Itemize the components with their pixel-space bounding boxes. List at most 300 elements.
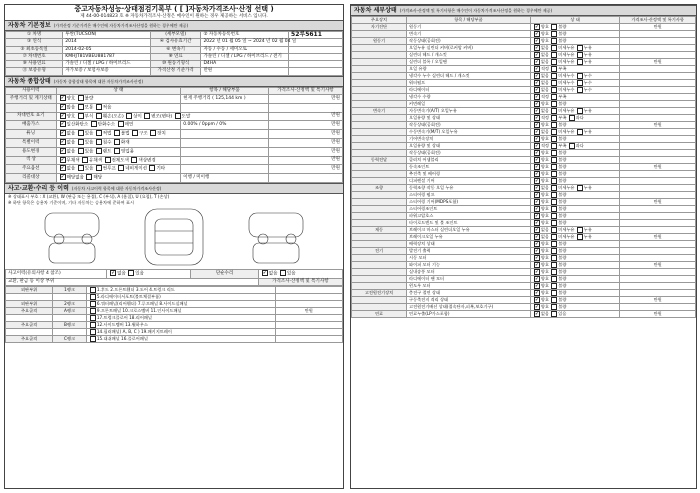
detail-price-cell (620, 51, 696, 58)
overall-state-option: 침수 (102, 140, 113, 146)
detail-state-checkbox[interactable] (551, 24, 557, 30)
detail-state-option: 불량 (558, 240, 567, 246)
detail-state-checkbox[interactable] (551, 59, 557, 65)
detail-price-cell (620, 37, 696, 44)
detail-device-label (352, 303, 407, 310)
detail-state-checkbox[interactable] (534, 220, 540, 226)
overall-state-checkbox[interactable] (60, 121, 66, 127)
detail-item-label: 작동상태(공회전) (407, 37, 531, 44)
rank-part-checkbox[interactable] (90, 315, 96, 321)
detail-state-option: 적정 (540, 93, 551, 99)
rank-part-checkbox[interactable] (90, 308, 96, 314)
overall-state-option: 불법 (120, 131, 132, 137)
detail-device-label (352, 233, 407, 240)
detail-item-label: 구동축전지 격리 상태 (407, 296, 531, 303)
detail-state-checkbox[interactable] (551, 115, 557, 121)
basic-info-value: 2022 년 01 월 05 일 ~ 2024 년 02 월 04 일 (201, 39, 289, 46)
detail-state-checkbox[interactable] (534, 290, 540, 296)
detail-state-checkbox[interactable] (577, 108, 583, 114)
detail-row (352, 191, 696, 198)
overall-state-option: 렌트 (102, 149, 113, 155)
overall-state-checkbox[interactable] (60, 130, 66, 136)
detail-state-checkbox[interactable] (551, 108, 557, 114)
overall-state-checkbox[interactable] (78, 165, 84, 171)
overall-state-checkbox[interactable] (96, 130, 102, 136)
detail-state-checkbox[interactable] (534, 59, 540, 65)
overall-state-checkbox[interactable] (78, 130, 84, 136)
rank-group-label: 주요골격 (6, 322, 53, 329)
detail-state-checkbox[interactable] (551, 129, 557, 135)
detail-price-cell (620, 135, 696, 142)
detail-state-checkbox[interactable] (551, 87, 557, 93)
detail-row (352, 247, 696, 254)
detail-state-cell (530, 156, 619, 163)
detail-state-cell (530, 275, 619, 282)
overall-state-checkbox[interactable] (91, 121, 97, 127)
overall-row (6, 174, 343, 183)
detail-row (352, 268, 696, 275)
detail-state-checkbox[interactable] (551, 171, 557, 177)
detail-state-cell (530, 303, 619, 310)
rank-label: A랭크 (53, 308, 87, 315)
detail-state-checkbox[interactable] (534, 213, 540, 219)
overall-status-title: 자동차 종합상태 (8, 77, 51, 85)
rank-label (53, 329, 87, 336)
detail-status-header (351, 5, 696, 16)
detail-row (352, 58, 696, 65)
overall-state-checkbox[interactable] (60, 95, 66, 101)
basic-info-row (6, 46, 343, 53)
detail-state-cell (530, 121, 619, 128)
detail-state-checkbox[interactable] (551, 157, 557, 163)
detail-state-checkbox[interactable] (534, 227, 540, 233)
overall-price-cell: 만원 (268, 121, 342, 130)
detail-row (352, 135, 696, 142)
detail-state-checkbox[interactable] (551, 143, 557, 149)
accident-yes-checkbox[interactable] (128, 270, 134, 276)
overall-state-option: 썬루프 (102, 166, 118, 172)
detail-state-option: 불량 (558, 149, 567, 155)
detail-price-cell (620, 128, 696, 135)
rank-label: B랭크 (53, 322, 87, 329)
detail-state-checkbox[interactable] (577, 87, 583, 93)
detail-state-checkbox[interactable] (534, 185, 540, 191)
detail-row (352, 93, 696, 100)
detail-state-checkbox[interactable] (551, 80, 557, 86)
overall-header-cell: 상 태 (56, 87, 181, 94)
detail-price-cell (620, 191, 696, 198)
detail-state-checkbox[interactable] (534, 206, 540, 212)
detail-state-checkbox[interactable] (551, 164, 557, 170)
basic-info-label: ⑤ 최초등록일 (6, 46, 63, 53)
rank-part-checkbox[interactable] (90, 329, 96, 335)
overall-state-checkbox[interactable] (126, 113, 132, 119)
detail-state-checkbox[interactable] (534, 73, 540, 79)
detail-device-label: 연료 (352, 310, 407, 317)
rank-part-checkbox[interactable] (90, 322, 96, 328)
overall-state-option: 매연 (124, 122, 134, 128)
detail-state-checkbox[interactable] (534, 136, 540, 142)
detail-state-cell (530, 37, 619, 44)
detail-state-option: 누유 (583, 184, 592, 190)
rank-part-checkbox[interactable] (90, 294, 96, 300)
overall-status-note: (자동차 종합상태 항목에 대한 자동차가격조사산정) (53, 78, 144, 84)
overall-item-label: 주요옵션 (6, 165, 57, 174)
overall-price-cell (268, 174, 342, 183)
overall-state-checkbox[interactable] (78, 139, 84, 145)
detail-state-option: 미세누수 (558, 79, 576, 85)
overall-state-checkbox[interactable] (132, 130, 138, 136)
detail-row (352, 240, 696, 247)
detail-state-checkbox[interactable] (534, 241, 540, 247)
rank-parts-cell (86, 315, 275, 322)
detail-state-checkbox[interactable] (534, 143, 540, 149)
overall-state-checkbox[interactable] (96, 104, 102, 110)
detail-state-option: 없음 (540, 86, 551, 92)
overall-state-checkbox[interactable] (78, 148, 84, 154)
detail-state-checkbox[interactable] (534, 94, 540, 100)
overall-state-checkbox[interactable] (150, 130, 156, 136)
rank-parts-text: 6.쿼터패널(리어휀더) 7.루프패널 8.사이드실패널 (96, 301, 188, 307)
detail-state-checkbox[interactable] (577, 73, 583, 79)
detail-state-checkbox[interactable] (534, 45, 540, 51)
detail-state-checkbox[interactable] (534, 115, 540, 121)
detail-row (352, 37, 696, 44)
detail-state-checkbox[interactable] (534, 129, 540, 135)
exchange-price-header: 가격조사·산정액 및 특기사항 (258, 278, 342, 285)
detail-state-option: 과다 (575, 142, 584, 148)
detail-item-label: 워터펌프 (407, 79, 531, 86)
overall-state-checkbox[interactable] (78, 104, 84, 110)
overall-state-checkbox[interactable] (105, 157, 111, 163)
detail-item-label: 브레이크 마스터 실린더오일 누유 (407, 226, 531, 233)
overall-state-checkbox[interactable] (78, 95, 84, 101)
detail-price-cell: 만원 (620, 58, 696, 65)
simple-none-checkbox[interactable] (262, 270, 268, 276)
detail-state-checkbox[interactable] (551, 297, 557, 303)
detail-item-label: 실린더 헤드 / 개스킷 (407, 51, 531, 58)
detail-state-checkbox[interactable] (534, 248, 540, 254)
rank-parts-cell (86, 287, 275, 294)
detail-state-checkbox[interactable] (534, 311, 540, 317)
rank-parts-text: 14.필러패널( A, B, C ) 19.패키지트레이 (96, 329, 172, 335)
detail-state-checkbox[interactable] (534, 24, 540, 30)
detail-state-option: 양호 (540, 219, 551, 225)
detail-state-checkbox[interactable] (551, 290, 557, 296)
detail-state-checkbox[interactable] (534, 80, 540, 86)
detail-state-checkbox[interactable] (551, 311, 557, 317)
detail-state-cell (530, 58, 619, 65)
rank-group-label (6, 329, 53, 336)
overall-state-checkbox[interactable] (131, 157, 137, 163)
detail-state-checkbox[interactable] (534, 157, 540, 163)
overall-state-checkbox[interactable] (114, 139, 120, 145)
detail-state-option: 누유 (583, 51, 592, 57)
detail-state-checkbox[interactable] (534, 101, 540, 107)
overall-state-checkbox[interactable] (82, 157, 88, 163)
detail-state-option: 불량 (558, 163, 567, 169)
basic-info-label (289, 46, 343, 53)
detail-state-checkbox[interactable] (551, 262, 557, 268)
overall-state-option: 있음 (84, 131, 95, 137)
detail-state-checkbox[interactable] (534, 31, 540, 37)
detail-state-checkbox[interactable] (551, 227, 557, 233)
detail-state-checkbox[interactable] (534, 255, 540, 261)
detail-state-option: 불량 (558, 212, 567, 218)
detail-state-checkbox[interactable] (551, 31, 557, 37)
detail-state-checkbox[interactable] (551, 220, 557, 226)
detail-state-option: 불량 (558, 282, 567, 288)
rank-group-label: 외판부위 (6, 287, 53, 294)
rank-label: 2랭크 (53, 301, 87, 308)
overall-state-option: 없음 (66, 149, 77, 155)
detail-price-cell: 만원 (620, 198, 696, 205)
rank-row (6, 301, 343, 308)
detail-device-label: 자기진단 (352, 23, 407, 30)
detail-state-option: 누유 (583, 233, 592, 239)
detail-row (352, 296, 696, 303)
detail-state-checkbox[interactable] (551, 150, 557, 156)
rank-price-cell (275, 336, 342, 343)
overall-state-checkbox[interactable] (175, 113, 181, 119)
detail-state-checkbox[interactable] (577, 129, 583, 135)
detail-state-option: 양호 (540, 135, 551, 141)
detail-state-checkbox[interactable] (577, 80, 583, 86)
accident-none-checkbox[interactable] (110, 270, 116, 276)
detail-state-checkbox[interactable] (534, 199, 540, 205)
detail-state-option: 없음 (540, 72, 551, 78)
detail-state-checkbox[interactable] (534, 122, 540, 128)
detail-item-label: 클러치 어셈블리 (407, 156, 531, 163)
overall-state-checkbox[interactable] (149, 165, 155, 171)
detail-state-checkbox[interactable] (551, 52, 557, 58)
detail-device-label: 동력전달 (352, 156, 407, 163)
detail-device-label (352, 30, 407, 37)
detail-state-checkbox[interactable] (551, 178, 557, 184)
detail-status-note: (가격조사·산정액 및 특기사항은 매수인이 자동차가격조사산정을 원하는 경우에만 제공) (399, 8, 553, 13)
detail-state-checkbox[interactable] (551, 213, 557, 219)
rank-price-cell (275, 315, 342, 322)
rank-part-checkbox[interactable] (90, 301, 96, 307)
detail-state-checkbox[interactable] (551, 185, 557, 191)
overall-detail-cell (181, 147, 269, 156)
detail-state-checkbox[interactable] (534, 283, 540, 289)
detail-state-checkbox[interactable] (569, 143, 575, 149)
overall-state-checkbox[interactable] (96, 148, 102, 154)
overall-state-checkbox[interactable] (118, 121, 124, 127)
detail-state-checkbox[interactable] (577, 185, 583, 191)
rank-group-label (6, 294, 53, 301)
detail-state-checkbox[interactable] (551, 241, 557, 247)
overall-state-option: 유채색 (89, 158, 104, 164)
detail-state-checkbox[interactable] (534, 269, 540, 275)
basic-info-label: ⑧ 연료 (150, 53, 201, 60)
detail-row (352, 205, 696, 212)
detail-state-checkbox[interactable] (551, 255, 557, 261)
detail-state-checkbox[interactable] (551, 199, 557, 205)
rank-parts-cell (86, 301, 275, 308)
detail-item-label: 연료누출(LP가스포함) (407, 310, 531, 317)
detail-state-option: 양호 (540, 303, 551, 309)
detail-state-checkbox[interactable] (551, 269, 557, 275)
overall-state-checkbox[interactable] (96, 113, 102, 119)
overall-item-label: 튜닝 (6, 130, 57, 139)
overall-state-checkbox[interactable] (86, 174, 92, 180)
detail-state-checkbox[interactable] (534, 87, 540, 93)
detail-state-option: 없음 (540, 128, 551, 134)
detail-device-label (352, 268, 407, 275)
detail-state-option: 양호 (540, 198, 551, 204)
detail-state-option: 양호 (540, 163, 551, 169)
overall-state-option: 없음 (66, 140, 77, 146)
detail-state-checkbox[interactable] (551, 38, 557, 44)
detail-device-label (352, 219, 407, 226)
overall-state-checkbox[interactable] (144, 113, 150, 119)
detail-state-option: 양호 (540, 100, 551, 106)
detail-state-cell (530, 135, 619, 142)
overall-state-option: 해당없음 (66, 175, 86, 181)
detail-device-label (352, 142, 407, 149)
detail-device-label (352, 93, 407, 100)
detail-state-checkbox[interactable] (577, 227, 583, 233)
detail-state-checkbox[interactable] (551, 304, 557, 310)
detail-state-option: 불량 (558, 254, 567, 260)
overall-row (6, 147, 343, 156)
basic-info-row (6, 61, 343, 68)
detail-state-checkbox[interactable] (534, 234, 540, 240)
detail-state-checkbox[interactable] (551, 73, 557, 79)
detail-state-checkbox[interactable] (577, 45, 583, 51)
detail-device-label (352, 191, 407, 198)
detail-state-checkbox[interactable] (534, 38, 540, 44)
detail-state-option: 적정 (540, 65, 551, 71)
detail-price-cell (620, 247, 696, 254)
overall-row (6, 165, 343, 174)
detail-item-label: 냉각수 누수 실린더 헤드 / 개스킷 (407, 72, 531, 79)
detail-state-checkbox[interactable] (551, 283, 557, 289)
overall-state-checkbox[interactable] (114, 130, 120, 136)
detail-state-checkbox[interactable] (534, 66, 540, 72)
detail-row (352, 177, 696, 184)
overall-state-checkbox[interactable] (114, 148, 120, 154)
rank-part-checkbox[interactable] (90, 336, 96, 342)
overall-state-checkbox[interactable] (60, 113, 66, 119)
detail-state-checkbox[interactable] (551, 66, 557, 72)
basic-info-value: 2014-02-05 (63, 46, 151, 53)
detail-state-option: 양호 (540, 282, 551, 288)
detail-state-checkbox[interactable] (551, 122, 557, 128)
rank-row (6, 308, 343, 315)
overall-state-cell (56, 156, 181, 165)
basic-info-label: ⑪ 보증유형 (6, 68, 63, 75)
detail-state-checkbox[interactable] (551, 101, 557, 107)
overall-state-checkbox[interactable] (78, 113, 84, 119)
detail-state-option: 불량 (558, 23, 567, 29)
detail-state-checkbox[interactable] (534, 150, 540, 156)
detail-state-checkbox[interactable] (534, 304, 540, 310)
detail-state-option: 미세누수 (558, 86, 576, 92)
detail-price-cell (620, 156, 696, 163)
overall-state-checkbox[interactable] (60, 165, 66, 171)
rank-parts-text: 15.대쉬패널 16.플로어패널 (96, 336, 148, 342)
detail-price-cell (620, 44, 696, 51)
detail-state-checkbox[interactable] (577, 234, 583, 240)
detail-state-checkbox[interactable] (534, 262, 540, 268)
rank-label (53, 294, 87, 301)
basic-info-label: ⑩ 원동기형식 (150, 61, 201, 68)
detail-state-checkbox[interactable] (551, 248, 557, 254)
overall-state-checkbox[interactable] (60, 174, 66, 180)
detail-state-checkbox[interactable] (551, 192, 557, 198)
detail-state-checkbox[interactable] (551, 94, 557, 100)
overall-state-checkbox[interactable] (60, 104, 66, 110)
detail-row (352, 219, 696, 226)
detail-device-label: 조향 (352, 184, 407, 191)
detail-state-checkbox[interactable] (551, 234, 557, 240)
rank-part-checkbox[interactable] (90, 287, 96, 293)
simple-yes-checkbox[interactable] (280, 270, 286, 276)
rank-parts-cell (86, 322, 275, 329)
detail-state-checkbox[interactable] (534, 52, 540, 58)
detail-device-label: 전기 (352, 247, 407, 254)
overall-state-checkbox[interactable] (60, 148, 66, 154)
overall-state-checkbox[interactable] (96, 139, 102, 145)
detail-state-checkbox[interactable] (534, 276, 540, 282)
detail-state-option: 부족 (558, 114, 568, 120)
detail-state-checkbox[interactable] (551, 206, 557, 212)
detail-row (352, 128, 696, 135)
detail-state-checkbox[interactable] (551, 136, 557, 142)
rank-parts-text: 17.트렁크플로어 18.리어패널 (96, 315, 152, 321)
overall-row (6, 121, 343, 130)
detail-state-cell (530, 289, 619, 296)
detail-state-option: 미세누유 (558, 51, 576, 57)
overall-state-checkbox[interactable] (60, 157, 66, 163)
detail-state-checkbox[interactable] (551, 45, 557, 51)
car-side-view-left (45, 213, 99, 263)
overall-state-checkbox[interactable] (96, 165, 102, 171)
basic-info-label (289, 68, 343, 75)
detail-state-option: 양호 (540, 212, 551, 218)
overall-state-checkbox[interactable] (118, 165, 124, 171)
detail-state-checkbox[interactable] (551, 276, 557, 282)
detail-state-checkbox[interactable] (534, 164, 540, 170)
detail-state-checkbox[interactable] (534, 108, 540, 114)
detail-state-checkbox[interactable] (534, 192, 540, 198)
detail-price-cell (620, 289, 696, 296)
detail-state-checkbox[interactable] (577, 59, 583, 65)
detail-state-checkbox[interactable] (569, 115, 575, 121)
detail-state-cell (530, 149, 619, 156)
overall-detail-cell (181, 103, 269, 112)
detail-state-checkbox[interactable] (534, 297, 540, 303)
overall-state-option: 상이 (133, 114, 144, 120)
detail-state-checkbox[interactable] (577, 52, 583, 58)
detail-item-label: 스티어링 펌프 (407, 191, 531, 198)
basic-info-row (6, 32, 343, 39)
rank-parts-cell (86, 308, 275, 315)
detail-state-checkbox[interactable] (534, 171, 540, 177)
detail-state-cell (530, 142, 619, 149)
overall-state-option: 양호 (66, 96, 77, 102)
overall-state-option: 적음 (102, 105, 112, 111)
detail-row (352, 79, 696, 86)
overall-state-option: 색상변경 (138, 158, 156, 164)
detail-price-cell (620, 100, 696, 107)
overall-state-checkbox[interactable] (60, 139, 66, 145)
basic-info-row (6, 39, 343, 46)
detail-state-checkbox[interactable] (534, 178, 540, 184)
